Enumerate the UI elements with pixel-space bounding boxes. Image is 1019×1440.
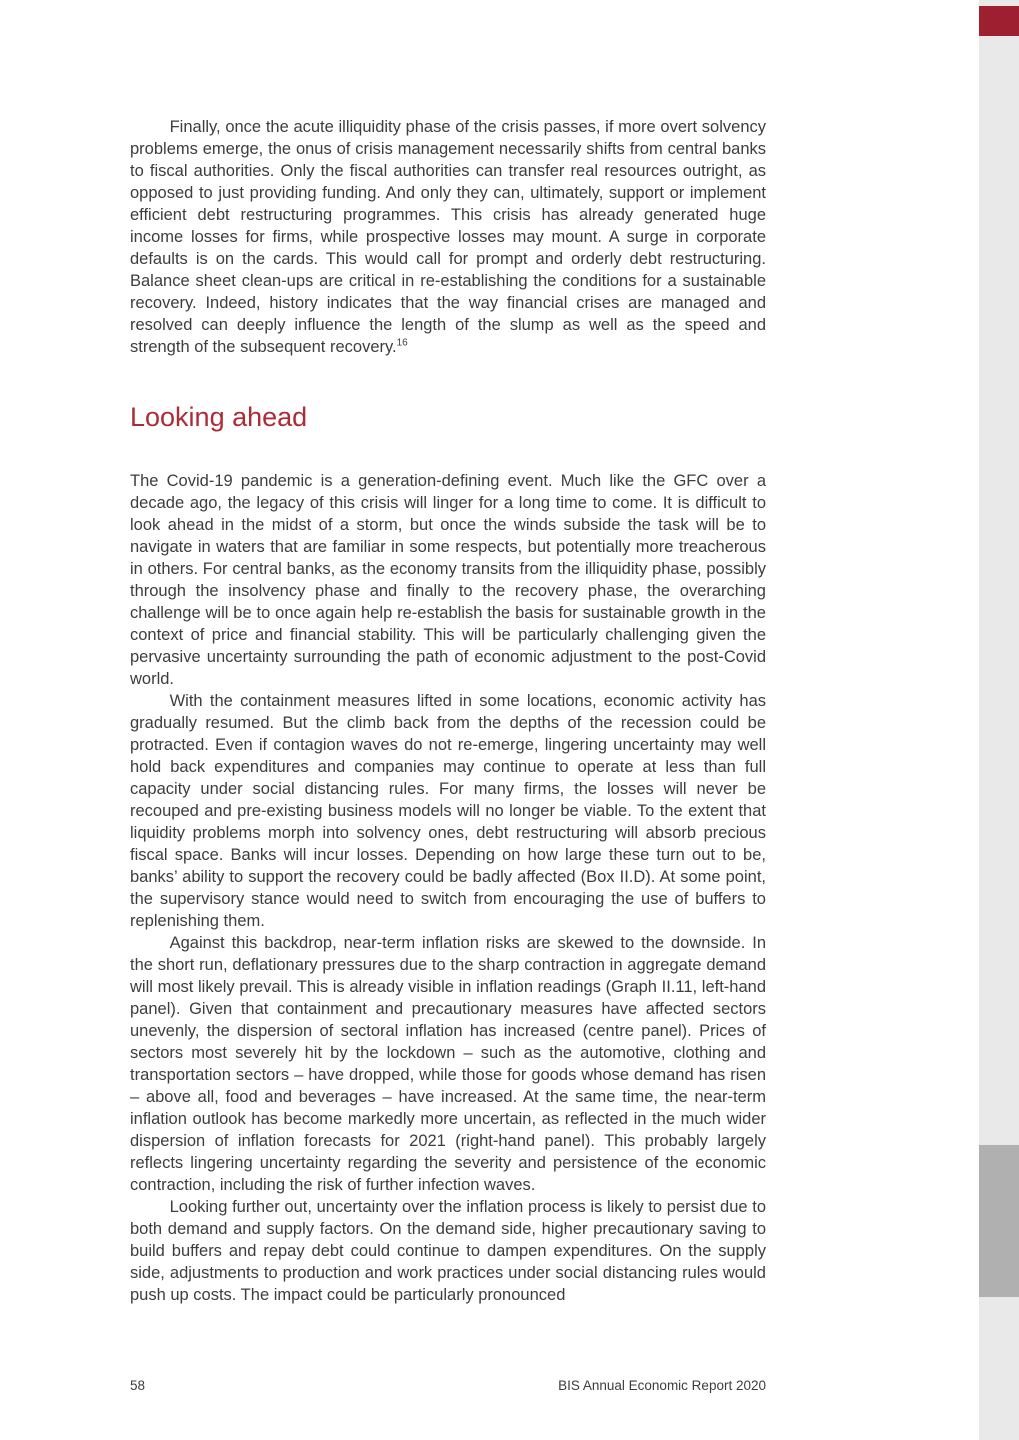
scrollbar-thumb[interactable] <box>979 1145 1019 1297</box>
paragraph-crisis-management <box>130 116 766 358</box>
text-column <box>130 0 766 1306</box>
paragraph-pandemic-legacy: The Covid-19 pandemic is a generation-defining event. Much like the GFC over a decade ago, the legacy of this crisis will linger for a long time to come. It is difficult to look ahead in the midst of a storm, but once the winds subside the task will be to navigate in waters that are familiar in some respects, but potentially more treacherous in others. For central banks, as the economy transits from the illiquidity phase, possibly through the insolvency phase and finally to the recovery phase, the overarching challenge will be to once again help re-establish the basis for sustainable growth in the context of price and financial stability. This will be particularly challenging given the pervasive uncertainty surrounding the path of economic adjustment to the post-Covid world. <box>130 472 766 688</box>
paragraph-containment-lifted: With the containment measures lifted in some locations, economic activity has gradually resumed. But the climb back from the depths of the recession could be protracted. Even if contagion waves do not re-emerge, lingering uncertainty may well hold back expenditures and companies may continue to operate at less than full capacity under social distancing rules. For many firms, the losses will never be recouped and pre-existing business models will no longer be viable. To the extent that liquidity problems morph into solvency ones, debt restructuring will absorb precious fiscal space. Banks will incur losses. Depending on how large these turn out to be, banks’ ability to support the recovery could be badly affected (Box II.D). At some point, the supervisory stance would need to switch from encouraging the use of buffers to replenishing them. <box>130 692 766 930</box>
page-footer <box>130 1378 766 1394</box>
scrollbar-track[interactable] <box>979 0 1019 1440</box>
report-title: BIS Annual Economic Report 2020 <box>558 1378 766 1393</box>
page-number: 58 <box>130 1378 146 1393</box>
chapter-edge-marker <box>979 6 1019 36</box>
paragraph-inflation-risks: Against this backdrop, near-term inflation risks are skewed to the downside. In the short run, deflationary pressures due to the sharp contraction in aggregate demand will most likely prevail. This is already visible in inflation readings (Graph II.11, left-hand panel). Given that containment and precautionary measures have affected sectors unevenly, the dispersion of sectoral inflation has increased (centre panel). Prices of sectors most severely hit by the lockdown – such as the automotive, clothing and transportation sectors – have dropped, while those for goods whose demand has risen – above all, food and beverages – have increased. At the same time, the near-term inflation outlook has become markedly more uncertain, as reflected in the much wider dispersion of inflation forecasts for 2021 (right-hand panel). This probably largely reflects lingering uncertainty regarding the severity and persistence of the economic contraction, including the risk of further infection waves. <box>130 934 766 1194</box>
paragraph-text: Finally, once the acute illiquidity phase of the crisis passes, if more overt solvency problems emerge, the onus of crisis management necessarily shifts from central banks to fiscal authorities. Only the fiscal authorities can transfer real resources outright, as opposed to just providing funding. And only they can, ultimately, support or implement efficient debt restructuring programmes. This crisis has already generated huge income losses for firms, while prospective losses may mount. A surge in corporate defaults is on the cards. This would call for prompt and orderly debt restructuring. Balance sheet clean-ups are critical in re-establishing the conditions for a sustainable recovery. Indeed, history indicates that the way financial crises are managed and resolved can deeply influence the length of the slump as well as the speed and strength of the subsequent recovery. <box>130 118 766 356</box>
footnote-reference: 16 <box>396 337 408 349</box>
section-heading: Looking ahead <box>130 402 308 432</box>
paragraph-looking-further-out: Looking further out, uncertainty over the inflation process is likely to persist due to both demand and supply factors. On the demand side, higher precautionary saving to build buffers and repay debt could continue to dampen expenditures. On the supply side, adjustments to production and work practices under social distancing rules would push up costs. The impact could be particularly pronounced <box>130 1198 766 1304</box>
